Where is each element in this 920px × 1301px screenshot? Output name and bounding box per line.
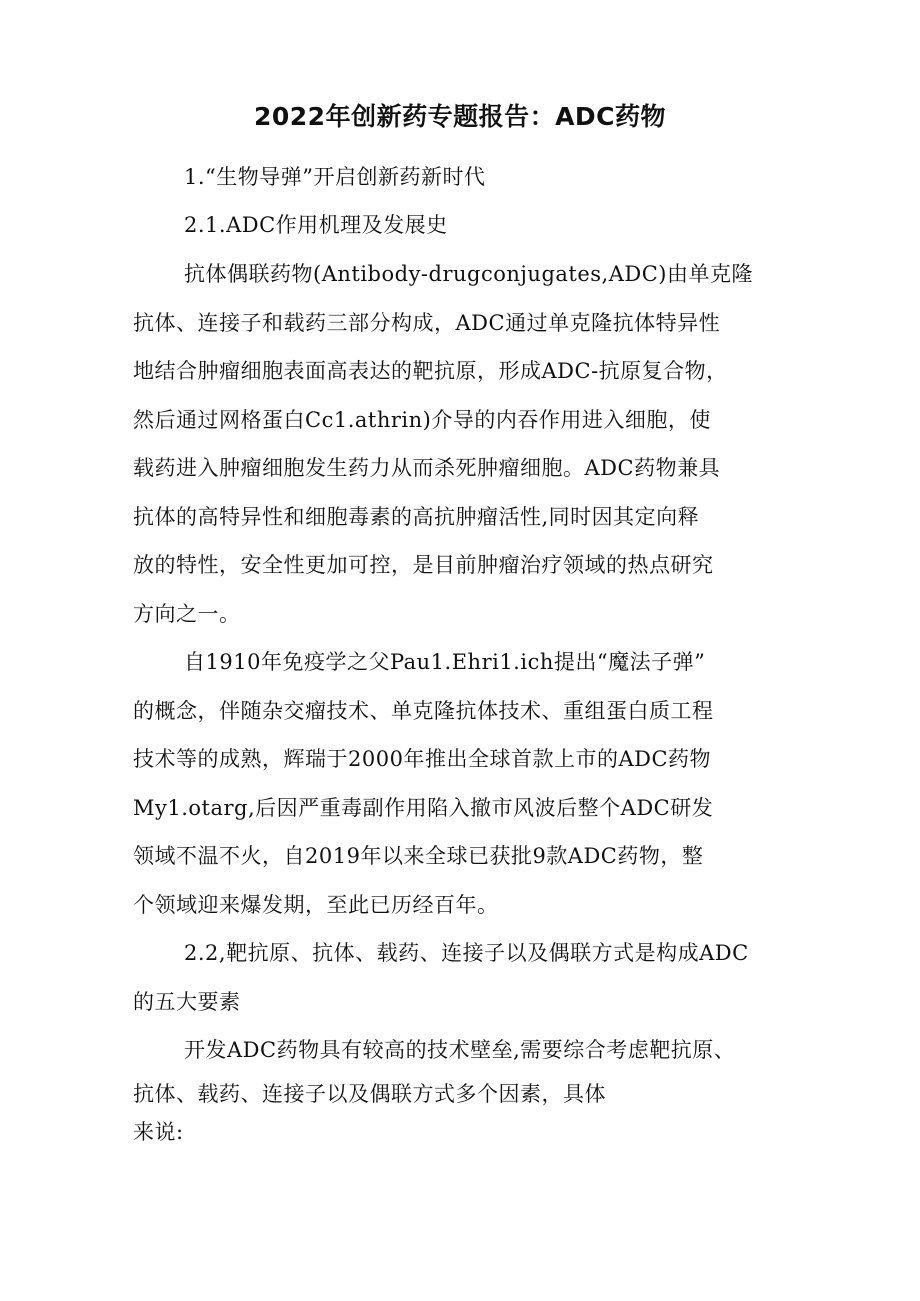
paragraph-line: 来说: [133,1119,184,1144]
paragraph-five-elements [133,1026,793,1151]
paragraph-line: 放的特性，安全性更加可控，是目前肿瘤治疗领域的热点研究 [133,553,714,577]
section-heading-2-1: 2.1.ADC作用机理及发展史 [184,213,448,237]
paragraph-line: 技术等的成熟，辉瑞于2000年推出全球首款上市的ADC药物 [133,747,712,771]
paragraph-line: 载药进入肿瘤细胞发生药力从而杀死肿瘤细胞。ADC药物兼具 [133,456,721,480]
heading-line: 2.2,靶抗原、抗体、载药、连接子以及偶联方式是构成ADC [184,941,749,965]
paragraph-line: 方向之一。 [133,601,241,626]
paragraph-line: 开发ADC药物具有较高的技术壁垒,需要综合考虑靶抗原、 [184,1038,736,1062]
paragraph-line: 抗体偶联药物(Antibody-drugconjugates,ADC)由单克隆 [184,262,753,286]
paragraph-adc-mechanism [133,250,793,638]
paragraph-line: 抗体、连接子和载药三部分构成，ADC通过单克隆抗体特异性 [133,310,721,335]
document-title: 2022年创新药专题报告：ADC药物 [253,102,667,131]
paragraph-line: 抗体、载药、连接子以及偶联方式多个因素，具体 [133,1081,606,1106]
paragraph-line: 自1910年免疫学之父Pau1.Ehri1.ich提出“魔法子弹” [184,650,706,674]
section-heading-1: 1.“生物导弹”开启创新药新时代 [184,165,486,189]
paragraph-line: 领域不温不火，自2019年以来全球已获批9款ADC药物，整 [133,844,704,868]
paragraph-line: 个领域迎来爆发期，至此已历经百年。 [133,892,499,917]
heading-line: 的五大要素 [133,989,241,1014]
paragraph-line: 抗体的高特异性和细胞毒素的高抗肿瘤活性,同时因其定向释 [133,504,700,529]
paragraph-line: 地结合肿瘤细胞表面高表达的靶抗原，形成ADC-抗原复合物， [133,359,728,383]
paragraph-line: 的概念，伴随杂交瘤技术、单克隆抗体技术、重组蛋白质工程 [133,698,714,723]
section-heading-2-2 [133,929,793,1026]
paragraph-line: 然后通过网格蛋白Cc1.athrin)介导的内吞作用进入细胞，使 [133,407,711,432]
paragraph-line: My1.otarg,后因严重毒副作用陷入撤市风波后整个ADC研发 [133,795,714,820]
paragraph-adc-history [133,638,793,929]
